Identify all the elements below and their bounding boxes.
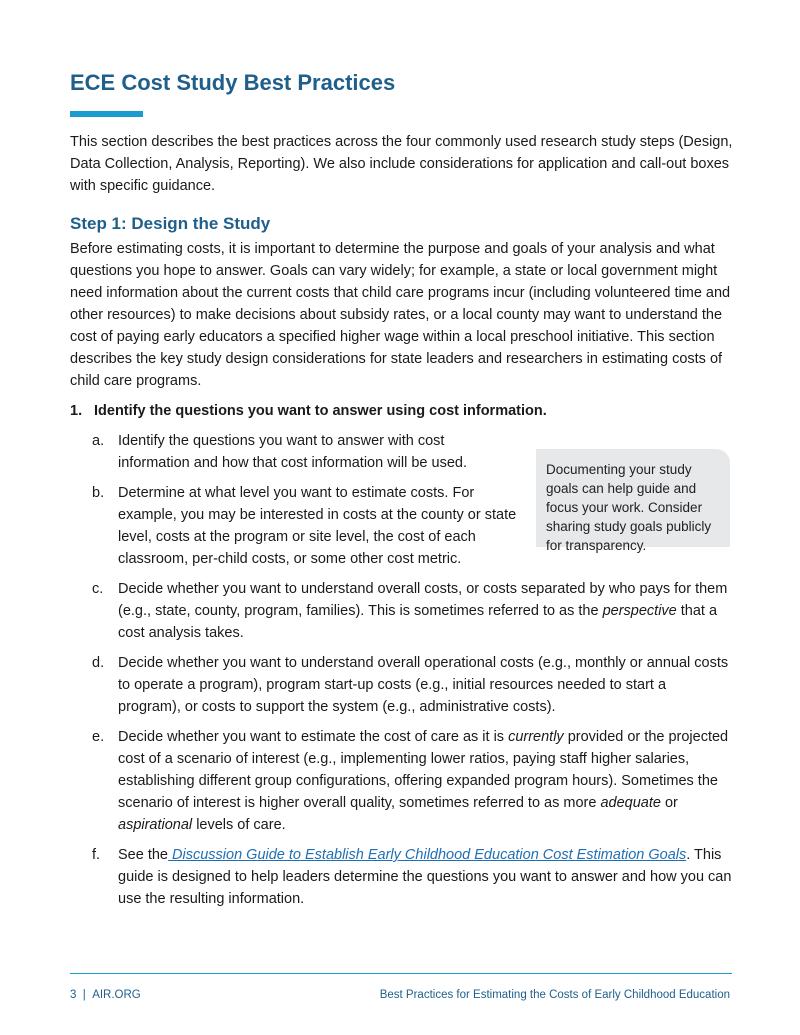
emphasis-adequate: adequate (600, 795, 661, 811)
emphasis-perspective: perspective (602, 603, 677, 619)
list-item-text: Decide whether you want to understand overall operational costs (e.g., monthly or annual costs to operate a program), program start-up costs (e.g., initial resources needed to start a program), or costs to support the system (e.g., administrative costs). (118, 655, 729, 715)
step1-paragraph: Before estimating costs, it is important to determine the purpose and goals of your analysis and what questions you hope to answer. Goals can vary widely; for example, a state or local government might need information about the current costs that child care programs incur (including volunteered time and other resources) to make decisions about subsidy rates, or a local county may want to understand the cost of paying early educators a specified higher wage within a local preschool initiative. This section describes the key study design considerations for state leaders and researchers in estimating costs of child care programs. (70, 241, 731, 389)
footer-divider (70, 973, 732, 974)
list-item-letter: f. (92, 847, 101, 863)
footer-separator: | (82, 989, 86, 1001)
list-item-letter: a. (92, 433, 105, 449)
intro-paragraph: This section describes the best practices across the four commonly used research study steps (Design, Data Collection, Analysis, Reporting). We also include considerations for application and call-out boxes with specific guidance. (70, 134, 733, 194)
emphasis-aspirational: aspirational (118, 817, 193, 833)
question-1 (70, 400, 547, 422)
question-1-number: 1. (70, 403, 83, 419)
page-number: 3 (70, 989, 77, 1001)
list-item-letter: e. (92, 729, 105, 745)
list-item-a (92, 430, 482, 474)
footer-doc-title: Best Practices for Estimating the Costs of Early Childhood Education (379, 989, 730, 1001)
step1-heading: Step 1: Design the Study (70, 214, 271, 233)
list-item-text: Determine at what level you want to estimate costs. For example, you may be interested in costs at the county or state level, costs at the program or site level, the cost of each classroom, per-child costs, or some other cost metric. (118, 485, 517, 567)
list-item-e (92, 726, 732, 836)
list-item-text: See the Discussion Guide to Establish Early Childhood Education Cost Estimation Goals. This guide is designed to help leaders determine the questions you want to answer and how you can use the resulting information. (118, 847, 732, 907)
list-item-f (92, 844, 732, 910)
callout-box: Documenting your study goals can help guide and focus your work. Consider sharing study goals publicly for transparency. (536, 449, 730, 547)
list-item-d (92, 652, 732, 718)
page-title: ECE Cost Study Best Practices (70, 70, 396, 95)
list-item-letter: d. (92, 655, 105, 671)
discussion-guide-link[interactable]: Discussion Guide to Establish Early Childhood Education Cost Estimation Goals (168, 847, 687, 863)
list-item-b (92, 482, 524, 570)
list-item-text: Decide whether you want to understand overall costs, or costs separated by who pays for them (e.g., state, county, program, families). This is sometimes referred to as the perspective that a cost analysis takes. (118, 581, 728, 641)
list-item-letter: b. (92, 485, 105, 501)
title-accent-bar (70, 111, 143, 117)
question-1-text: Identify the questions you want to answer using cost information. (94, 403, 547, 419)
list-item-letter: c. (92, 581, 104, 597)
list-item-text: Decide whether you want to estimate the cost of care as it is currently provided or the projected cost of a scenario of interest (e.g., implementing lower ratios, paying staff higher salaries, establishing different group configurations, offering expanded program hours). Sometimes the scenario of interest is higher overall quality, sometimes referred to as more adequate or aspirational levels of care. (118, 729, 729, 833)
list-item-text: Identify the questions you want to answer with cost information and how that cost information will be used. (118, 433, 467, 471)
emphasis-currently: currently (508, 729, 564, 745)
list-item-c (92, 578, 732, 644)
footer-site: AIR.ORG (92, 989, 141, 1001)
footer-left (70, 989, 141, 1001)
